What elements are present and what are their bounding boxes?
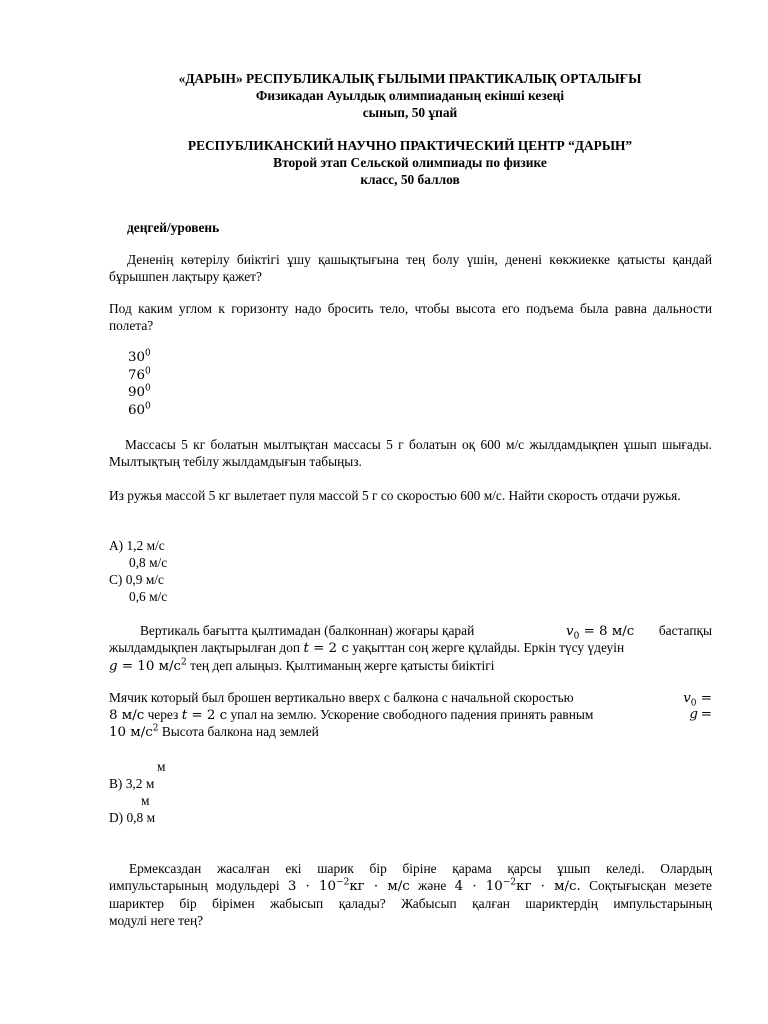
header-kz-line3: сынып, 50 ұпай: [362, 105, 458, 120]
q3-ru-line2: 8 м/с через t = 2 с упал на землю. Ускорение свободного падения принять равным g =: [109, 707, 712, 723]
q1-option: $90^0$: [128, 383, 151, 400]
q4-line3: шариктер бір бірімен жабысып қалады? Жабысып қалған шариктердің импульстарының: [109, 896, 712, 911]
header-kz-line1: «ДАРЫН» РЕСПУБЛИКАЛЫҚ ҒЫЛЫМИ ПРАКТИКАЛЫҚ ОРТАЛЫҒЫ: [178, 71, 642, 86]
q3-kz-text: [109, 622, 712, 675]
q2-options: [109, 537, 167, 605]
q4-text: [109, 860, 712, 929]
header-ru: [100, 137, 720, 188]
q1-option: $60^0$: [128, 401, 151, 418]
q4-line1: Ермексаздан жасалған екі шарик бір біріне қарама қарсы ұшып келеді. Олардың: [129, 861, 712, 876]
q1-ru-text: [109, 300, 712, 334]
q3-option: B) 3,2 м: [109, 776, 155, 791]
q1-option: $30^0$: [128, 348, 151, 365]
q4-line2: импульстарының модульдері $3 \cdot 10^{-2}кг \cdot м/с$ және $4 \cdot 10^{-2}кг \cdot м/с$. Соқтығысқан мезете: [109, 877, 712, 894]
q2-kz: Массасы 5 кг болатын мылтықтан массасы 5 г болатын оқ 600 м/с жылдамдықпен ұшып шығады. Мылтықтың тебілу жылдамдығын табыңыз.: [109, 437, 712, 469]
q4-line4: модулі неге тең?: [109, 913, 204, 928]
q1-options: [128, 349, 151, 419]
q3-ru-line1: Мячик который был брошен вертикально вверх с балкона с начальной скоростью $v_0$ =: [109, 690, 712, 709]
q3-ru-line3: 10 $м/с^2$ Высота балкона над землей: [109, 723, 319, 740]
header-ru-line3: класс, 50 баллов: [360, 172, 460, 187]
header-ru-line2: Второй этап Сельской олимпиады по физике: [273, 155, 547, 170]
header-kz: [100, 70, 720, 121]
q2-ru-text: [109, 487, 712, 504]
q2-option: C) 0,9 м/с: [109, 572, 164, 587]
q2-option: 0,8 м/с: [129, 555, 168, 570]
q1-kz: Дененің көтерілу биіктігі ұшу қашықтығына тең болу үшін, денені көкжиекке қатысты қандай бұрышпен лақтыру қажет?: [109, 252, 712, 284]
q1-kz-text: [109, 251, 712, 285]
level-label: деңгей/уровень: [127, 220, 220, 235]
q1-ru: Под каким углом к горизонту надо бросить тело, чтобы высота его подъема была равна дальности полета?: [109, 301, 712, 333]
q3-option: м: [157, 759, 166, 774]
header-ru-line1: РЕСПУБЛИКАНСКИЙ НАУЧНО ПРАКТИЧЕСКИЙ ЦЕНТР “ДАРЫН”: [187, 138, 633, 153]
q3-option: D) 0,8 м: [109, 810, 156, 825]
q3-kz-line3: g = 10 $м/с^2$ тең деп алыңыз. Қылтиманың жерге қатысты биіктігі: [109, 657, 495, 674]
q3-ru-text: [109, 689, 712, 741]
q3-options: [109, 758, 165, 826]
q1-option: $76^0$: [128, 366, 151, 383]
q3-kz-line2: жылдамдықпен лақтырылған доп t = 2 с уақыттан соң жерге құлайды. Еркін түсу үдеуін: [109, 640, 625, 656]
header-kz-line2: Физикадан Ауылдық олимпиаданың екінші кезеңі: [255, 88, 565, 103]
q2-option: A) 1,2 м/с: [109, 538, 165, 553]
q2-option: 0,6 м/с: [129, 589, 168, 604]
q3-option: м: [141, 793, 150, 808]
q2-kz-text: [109, 436, 712, 470]
q3-kz-line1: Вертикаль бағытта қылтимадан (балконнан) жоғары қарай $v_0 = 8$ м/с бастапқы: [140, 623, 712, 642]
q2-ru: Из ружья массой 5 кг вылетает пуля массой 5 г со скоростью 600 м/с. Найти скорость отдачи ружья.: [109, 488, 681, 503]
